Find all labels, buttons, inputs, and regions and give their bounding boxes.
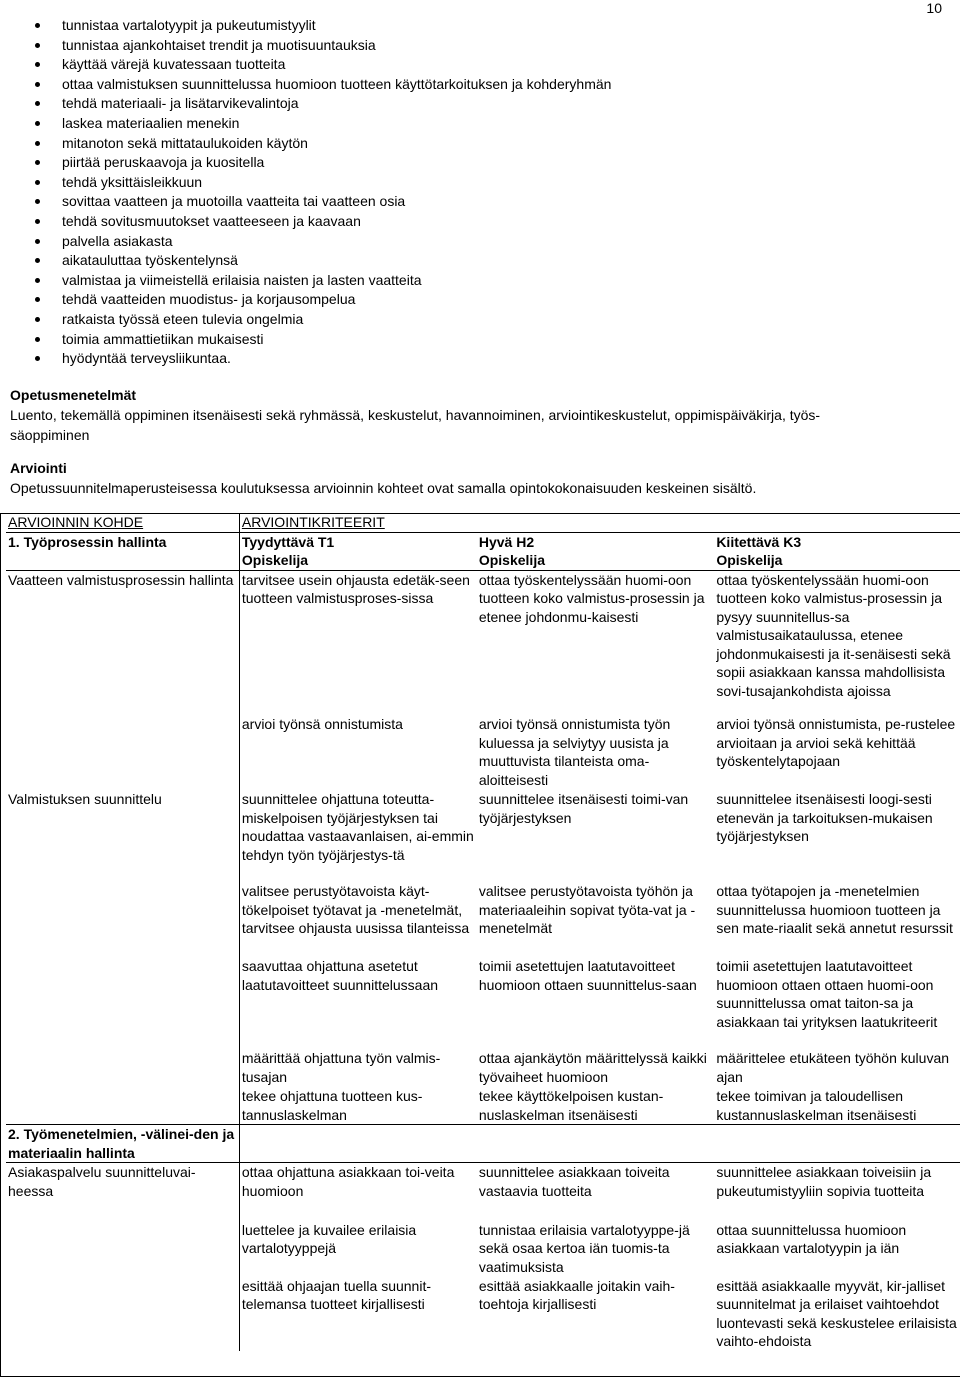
table-cell: ottaa ohjattuna asiakkaan toi-veita huomioon [239, 1163, 476, 1221]
table-cell: arvioi työnsä onnistumista, pe-rustelee arvioitaan ja arvioi sekä kehittää työskentelytapojaan [716, 716, 956, 769]
section-1-title: 1. Työprosessin hallinta [6, 532, 239, 570]
table-cell: ottaa ajankäytön määrittelyssä kaikki työvaiheet huomioon [478, 1050, 707, 1085]
table-cell: esittää asiakkaalle joitakin vaih-toehtoja kirjallisesti [478, 1277, 675, 1312]
list-item: tehdä vaatteiden muodistus- ja korjausompelua [32, 290, 611, 310]
methods-heading: Opetusmenetelmät [10, 387, 137, 403]
assessment-criteria-table [6, 513, 960, 1351]
table-cell: arvioi työnsä onnistumista [241, 716, 403, 732]
assessment-text: Opetussuunnitelmaperusteisessa koulutuksessa arvioinnin kohteet ovat samalla opintokokonaisuuden keskeinen sisältö. [10, 480, 757, 496]
table-cell: esittää ohjaajan tuella suunnit-telemansa tuotteet kirjallisesti [241, 1277, 432, 1312]
table-cell: luettelee ja kuvailee erilaisia vartalotyyppejä [241, 1221, 417, 1256]
list-item: toimia ammattietiikan mukaisesti [32, 330, 611, 350]
table-cell-target: Valmistuksen suunnittelu [6, 790, 239, 882]
list-item: ratkaista työssä eteen tulevia ongelmia [32, 310, 611, 330]
table-cell-target [6, 1087, 239, 1125]
table-cell-target [6, 957, 239, 1049]
table-cell: tarvitsee usein ohjausta edetäk-seen tuotteen valmistusproses-sissa [239, 570, 476, 715]
table-cell: suunnittelee ohjattuna toteutta-miskelpoisen työjärjestyksen tai noudattaa vastaavanlaisen, ai-emmin tehdyn työn työjärjestys-tä [241, 791, 474, 863]
table-cell: tunnistaa erilaisia vartalotyyppe-jä sekä osaa kertoa iän tuomis-ta vaatimuksista [478, 1221, 690, 1275]
table-cell: määrittelee etukäteen työhön kuluvan ajan [716, 1050, 950, 1085]
methods-section [10, 385, 950, 445]
list-item: valmistaa ja viimeistellä erilaisia naisten ja lasten vaatteita [32, 271, 611, 291]
list-item: piirtää peruskaavoja ja kuositella [32, 153, 611, 173]
list-item: hyödyntää terveysliikuntaa. [32, 349, 611, 369]
table-cell: suunnittelee itsenäisesti toimi-van työjärjestyksen [478, 791, 689, 826]
table-cell: määrittää ohjattuna työn valmis-tusajan [241, 1050, 441, 1085]
table-cell: ottaa työtapojen ja -menetelmien suunnittelussa huomioon tuotteen ja sen mate-riaalit sekä annetut resurssit [716, 883, 953, 936]
header-criteria: ARVIOINTIKRITEERIT [241, 514, 385, 530]
table-cell: toimii asetettujen laatutavoitteet huomioon ottaen suunnittelus-saan [478, 958, 697, 993]
table-cell-target [6, 1049, 239, 1087]
table-cell: toimii asetettujen laatutavoitteet huomioon ottaen ottaen huomi-oon suunnittelussa omat taiton-sa ja asiakkaan tai yrityksen laatukriteerit [716, 958, 938, 1030]
table-cell-target [6, 882, 239, 957]
table-cell: suunnittelee asiakkaan toiveita vastaavia tuotteita [477, 1163, 714, 1221]
grade-h2-header: Hyvä H2 Opiskelija [477, 532, 714, 570]
table-cell: tekee toimivan ja taloudellisen kustannuslaskelman itsenäisesti [716, 1088, 917, 1123]
list-item: tunnistaa vartalotyypit ja pukeutumistyylit [32, 16, 611, 36]
table-cell: valitsee perustyötavoista käyt-tökelpoiset työtavat ja -menetelmät, tarvitsee ohjausta uusissa tilanteissa [241, 883, 470, 936]
list-item: laskea materiaalien menekin [32, 114, 611, 134]
table-cell: saavuttaa ohjattuna asetetut laatutavoitteet suunnittelussaan [241, 958, 439, 993]
table-cell: ottaa työskentelyssään huomi-oon tuotteen koko valmistus-prosessin ja pysyy suunnitellus-sa valmistusaikataulussa, etenee johdonmukaisesti ja it-senäisesti sekä sopii asiakkaan kanssa mahdollisista sovi-tusajankohdista ajoissa [714, 570, 960, 715]
table-cell: tekee ohjattuna tuotteen kus-tannuslaskelman [241, 1088, 423, 1123]
list-item: palvella asiakasta [32, 232, 611, 252]
table-cell: arvioi työnsä onnistumista työn kuluessa ja selviytyy uusista ja muuttuvista tilanteista oma-aloitteisesti [478, 716, 671, 788]
table-cell: ottaa suunnittelussa huomioon asiakkaan vartalotyypin ja iän [716, 1221, 907, 1256]
grade-k3-header: Kiitettävä K3 Opiskelija [714, 532, 960, 570]
table-cell-target: Vaatteen valmistusprosessin hallinta [6, 570, 239, 715]
table-cell-target [6, 1277, 239, 1351]
grade-t1-header: Tyydyttävä T1 Opiskelija [239, 532, 476, 570]
table-cell-target [6, 715, 239, 790]
list-item: tehdä sovitusmuutokset vaatteeseen ja kaavaan [32, 212, 611, 232]
page-number: 10 [926, 0, 942, 16]
methods-text: Luento, tekemällä oppiminen itsenäisesti sekä ryhmässä, keskustelut, havannoiminen, arviointikeskustelut, oppimispäiväkirja, työs- [10, 407, 821, 423]
list-item: mitanoton sekä mittataulukoiden käytön [32, 134, 611, 154]
table-cell-target: Asiakaspalvelu suunnitteluvai-heessa [6, 1163, 239, 1221]
list-item: sovittaa vaatteen ja muotoilla vaatteita tai vaatteen osia [32, 192, 611, 212]
list-item: aikatauluttaa työskentelynsä [32, 251, 611, 271]
header-target: ARVIOINNIN KOHDE [6, 513, 239, 532]
assessment-heading: Arviointi [10, 460, 67, 476]
list-item: tunnistaa ajankohtaiset trendit ja muotisuuntauksia [32, 36, 611, 56]
list-item: tehdä yksittäisleikkuun [32, 173, 611, 193]
section-2-title: 2. Työmenetelmien, -välinei-den ja materiaalin hallinta [6, 1125, 239, 1163]
table-cell: suunnittelee asiakkaan toiveisiin ja pukeutumistyyliin sopivia tuotteita [714, 1163, 960, 1221]
assessment-section [10, 458, 950, 498]
table-cell-target [6, 1221, 239, 1277]
table-cell: ottaa työskentelyssään huomi-oon tuotteen koko valmistus-prosessin ja etenee johdonmu-kaisesti [477, 570, 714, 715]
table-cell: suunnittelee itsenäisesti loogi-sesti etenevän ja tarkoituksen-mukaisen työjärjestyksen [716, 791, 933, 844]
methods-text-cont: säoppiminen [10, 427, 90, 443]
list-item: tehdä materiaali- ja lisätarvikevalintoja [32, 94, 611, 114]
skills-list [32, 16, 611, 369]
table-cell: tekee käyttökelpoisen kustan-nuslaskelman itsenäisesti [478, 1088, 664, 1123]
list-item: ottaa valmistuksen suunnittelussa huomioon tuotteen käyttötarkoituksen ja kohderyhmän [32, 75, 611, 95]
table-cell: esittää asiakkaalle myyvät, kir-jalliset suunnitelmat ja erilaiset vaihtoehdot luontevasti sekä keskustelee erilaisista vaihto-ehdoista [716, 1277, 957, 1349]
table-cell: valitsee perustyötavoista työhön ja materiaaleihin sopivat työta-vat ja -menetelmät [478, 883, 696, 936]
list-item: käyttää värejä kuvatessaan tuotteita [32, 55, 611, 75]
